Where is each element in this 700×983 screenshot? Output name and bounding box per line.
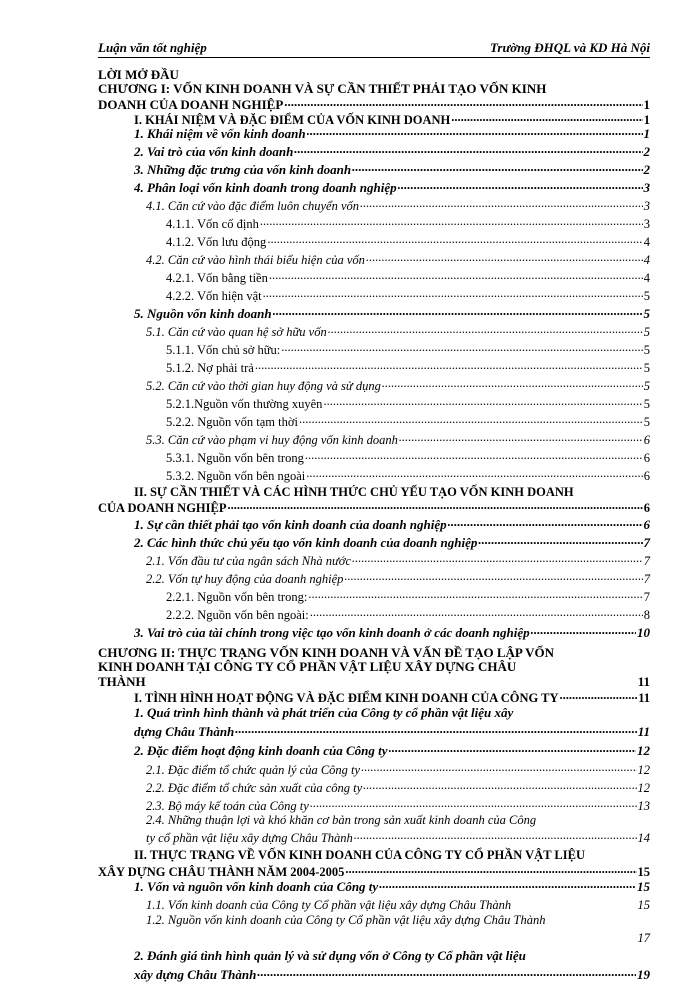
entry-title: 2.1. Đặc điểm tổ chức quản lý của Công ty [146, 762, 361, 777]
chapter-2-line-1: CHƯƠNG II: THỰC TRẠNG VỐN KINH DOANH VÀ VẤN ĐỀ TẠO LẬP VỐN [98, 645, 555, 660]
entry-title: I. TÌNH HÌNH HOẠT ĐỘNG VÀ ĐẶC ĐIỂM KINH DOANH CỦA CÔNG TY [134, 690, 559, 705]
entry-title: 1.1. Vốn kinh doanh của Công ty Cổ phần vật liệu xây dựng Châu Thành [146, 897, 512, 912]
header-rule [98, 57, 650, 58]
page-number: 1 [643, 97, 650, 112]
page-number: 12 [637, 780, 650, 795]
entry-title: 5.3.2. Nguồn vốn bên ngoài [166, 468, 306, 483]
page-number: 6 [643, 500, 650, 515]
entry-title: 2.1. Vốn đầu tư của ngân sách Nhà nước [146, 553, 352, 568]
page-number: 11 [637, 674, 650, 689]
page-number: 1 [643, 126, 650, 141]
page-number: 1 [643, 112, 650, 127]
entry-title: THÀNH [98, 674, 146, 689]
page-number: 7 [643, 589, 650, 604]
page-number: 6 [643, 450, 650, 465]
page-number: 5 [643, 360, 650, 375]
entry-title: 5. Nguồn vốn kinh doanh [134, 306, 272, 321]
toc-entry [166, 449, 650, 466]
toc-entry [166, 413, 650, 430]
toc-entry [98, 673, 650, 690]
entry-title: 5.3. Căn cứ vào phạm vi huy động vốn kinh doanh [146, 432, 398, 447]
entry-title: 4.1. Căn cứ vào đặc điểm luôn chuyển vốn [146, 198, 360, 213]
page-number: 4 [643, 252, 650, 267]
page-number: 6 [643, 468, 650, 483]
toc-entry [134, 723, 650, 740]
toc-entry [134, 624, 650, 641]
page-number: 15 [637, 864, 650, 879]
entry-title: xây dựng Châu Thành [134, 967, 257, 982]
entry-title: 4.2.2. Vốn hiện vật [166, 288, 262, 303]
toc-entry [166, 269, 650, 286]
entry-title: 5.1.2. Nợ phải trả [166, 360, 254, 375]
chapter-2-line-2: KINH DOANH TẠI CÔNG TY CỔ PHẦN VẬT LIỆU XÂY DỰNG CHÂU [98, 659, 517, 674]
section-2-4-line-1: 2.4. Những thuận lợi và khó khăn cơ bản trong sản xuất kinh doanh của Công [146, 813, 537, 827]
entry-title: 4.2.1. Vốn bằng tiền [166, 270, 268, 285]
page-number: 14 [637, 830, 650, 845]
toc-heading: LỜI MỞ ĐẦU [98, 67, 179, 82]
toc-entry [134, 305, 650, 322]
entry-title: 2.2.1. Nguồn vốn bên trong: [166, 589, 308, 604]
entry-title: XÂY DỰNG CHÂU THÀNH NĂM 2004-2005 [98, 864, 345, 879]
toc-entry [134, 689, 650, 706]
toc-entry [134, 966, 650, 983]
entry-title: 2. Đặc điểm hoạt động kinh doanh của Công ty [134, 743, 388, 758]
page-number: 4 [643, 270, 650, 285]
entry-title: 3. Vai trò của tài chính trong việc tạo vốn kinh doanh ở các doanh nghiệp [134, 625, 530, 640]
page-number: 11 [637, 724, 650, 739]
page-number: 17 [637, 931, 650, 945]
page-number: 7 [643, 535, 650, 550]
page-number: 3 [643, 198, 650, 213]
toc-entry [98, 499, 650, 516]
page-number: 19 [637, 967, 650, 982]
entry-title: 2.2. Vốn tự huy động của doanh nghiệp [146, 571, 344, 586]
entry-title: 4.1.2. Vốn lưu động [166, 234, 267, 249]
toc-entry [166, 341, 650, 358]
section-1-line-1: 1. Quá trình hình thành và phát triển của Công ty cổ phần vật liệu xây [134, 705, 514, 720]
toc-entry [134, 534, 650, 551]
page-number: 7 [643, 553, 650, 568]
toc-entry [146, 251, 650, 268]
page-number: 12 [637, 762, 650, 777]
toc-entry [146, 829, 650, 846]
chapter-1-title-a: CHƯƠNG I: VỐN KINH DOANH VÀ SỰ CẦN THIẾT PHẢI TẠO VỐN KINH [98, 81, 547, 96]
page-number: 5 [643, 414, 650, 429]
header-left-text: Luận văn tốt nghiệp [98, 40, 207, 55]
page-number: 3 [643, 180, 650, 195]
toc-entry [146, 896, 650, 913]
toc-entry [166, 395, 650, 412]
toc-entry [146, 552, 650, 569]
toc-entry [166, 287, 650, 304]
page-number: 4 [643, 234, 650, 249]
header-right-text: Trường ĐHQL và KD Hà Nội [489, 40, 650, 55]
chapter-1-title-b: DOANH CỦA DOANH NGHIỆP [98, 97, 284, 112]
entry-title: 2.3. Bộ máy kế toán của Công ty [146, 798, 309, 813]
page-number: 15 [637, 879, 650, 894]
page-number: 11 [638, 690, 650, 705]
entry-title: 5.1. Căn cứ vào quan hệ sở hữu vốn [146, 324, 327, 339]
toc-entry [146, 377, 650, 394]
section-2-line-1b: 2. Đánh giá tình hình quản lý và sử dụng vốn ở Công ty Cổ phần vật liệu [134, 948, 526, 963]
section-1-2-line-1: 1.2. Nguồn vốn kinh doanh của Công ty Cổ phần vật liệu xây dựng Châu Thành [146, 913, 546, 927]
entry-title: ty cổ phần vật liệu xây dựng Châu Thành [146, 830, 353, 845]
toc-entry [146, 779, 650, 796]
toc-entry [146, 797, 650, 814]
entry-title: 5.3.1. Nguồn vốn bên trong [166, 450, 304, 465]
toc-entry [166, 467, 650, 484]
page-number: 6 [643, 517, 650, 532]
entry-title: 3. Những đặc trưng của vốn kinh doanh [134, 162, 352, 177]
page-number: 8 [643, 607, 650, 622]
entry-title: 1. Vốn và nguồn vốn kinh doanh của Công ty [134, 879, 379, 894]
entry-title: 1. Sự cần thiết phải tạo vốn kinh doanh của doanh nghiệp [134, 517, 447, 532]
entry-title: 5.2.2. Nguồn vốn tạm thời [166, 414, 298, 429]
page-number: 10 [637, 625, 650, 640]
toc-entry [134, 143, 650, 160]
entry-title: 2. Vai trò của vốn kinh doanh [134, 144, 294, 159]
entry-title: dựng Châu Thành [134, 724, 235, 739]
toc-entry [146, 431, 650, 448]
page-number: 12 [637, 743, 650, 758]
page-number: 5 [643, 342, 650, 357]
page-number: 6 [643, 432, 650, 447]
toc-entry [134, 516, 650, 533]
entry-title: 4.2. Căn cứ vào hình thái biểu hiện của vốn [146, 252, 365, 267]
page-number: 5 [643, 378, 650, 393]
toc-entry [146, 761, 650, 778]
entry-title: 5.2. Căn cứ vào thời gian huy động và sử dụng [146, 378, 381, 393]
page-number: 2 [643, 162, 650, 177]
page-number: 7 [643, 571, 650, 586]
entry-title: 5.1.1. Vốn chủ sở hữu: [166, 342, 281, 357]
page-number: 5 [643, 306, 650, 321]
entry-title: 4.1.1. Vốn cố định [166, 216, 259, 231]
page-number: 5 [643, 324, 650, 339]
entry-title: 5.2.1.Nguồn vốn thường xuyên [166, 396, 323, 411]
toc-entry [166, 359, 650, 376]
entry-title: I. KHÁI NIỆM VÀ ĐẶC ĐIỂM CỦA VỐN KINH DOANH [134, 112, 451, 127]
toc-entry [134, 161, 650, 178]
page-number: 5 [643, 396, 650, 411]
page-number: 15 [637, 897, 650, 912]
toc-entry [166, 606, 650, 623]
page-number: 3 [643, 216, 650, 231]
section-2-line-1: II. SỰ CẦN THIẾT VÀ CÁC HÌNH THỨC CHỦ YẾU TẠO VỐN KINH DOANH [134, 485, 574, 499]
chapter-1-line-1 [98, 81, 650, 97]
toc-entry [146, 323, 650, 340]
toc-entry [134, 125, 650, 142]
page-header [98, 40, 650, 58]
toc-entry [166, 588, 650, 605]
toc-entry [134, 742, 650, 759]
entry-title: CỦA DOANH NGHIỆP [98, 500, 227, 515]
page-number: 5 [643, 288, 650, 303]
entry-title: 4. Phân loại vốn kinh doanh trong doanh nghiệp [134, 180, 397, 195]
entry-title: 2.2.2. Nguồn vốn bên ngoài: [166, 607, 309, 622]
page-number: 13 [637, 798, 650, 813]
page-number: 2 [643, 144, 650, 159]
toc-entry [146, 197, 650, 214]
toc-entry [134, 179, 650, 196]
entry-title: 2. Các hình thức chủ yếu tạo vốn kinh doanh của doanh nghiệp [134, 535, 478, 550]
toc-entry [166, 215, 650, 232]
toc-entry [166, 233, 650, 250]
toc-entry [146, 570, 650, 587]
entry-title: 2.2. Đặc điểm tổ chức sản xuất của công ty [146, 780, 363, 795]
toc-entry [134, 878, 650, 895]
section-ii-line-1: II. THỰC TRẠNG VỀ VỐN KINH DOANH CỦA CÔNG TY CỔ PHẦN VẬT LIỆU [134, 848, 585, 862]
entry-title: 1. Khái niệm về vốn kinh doanh [134, 126, 306, 141]
